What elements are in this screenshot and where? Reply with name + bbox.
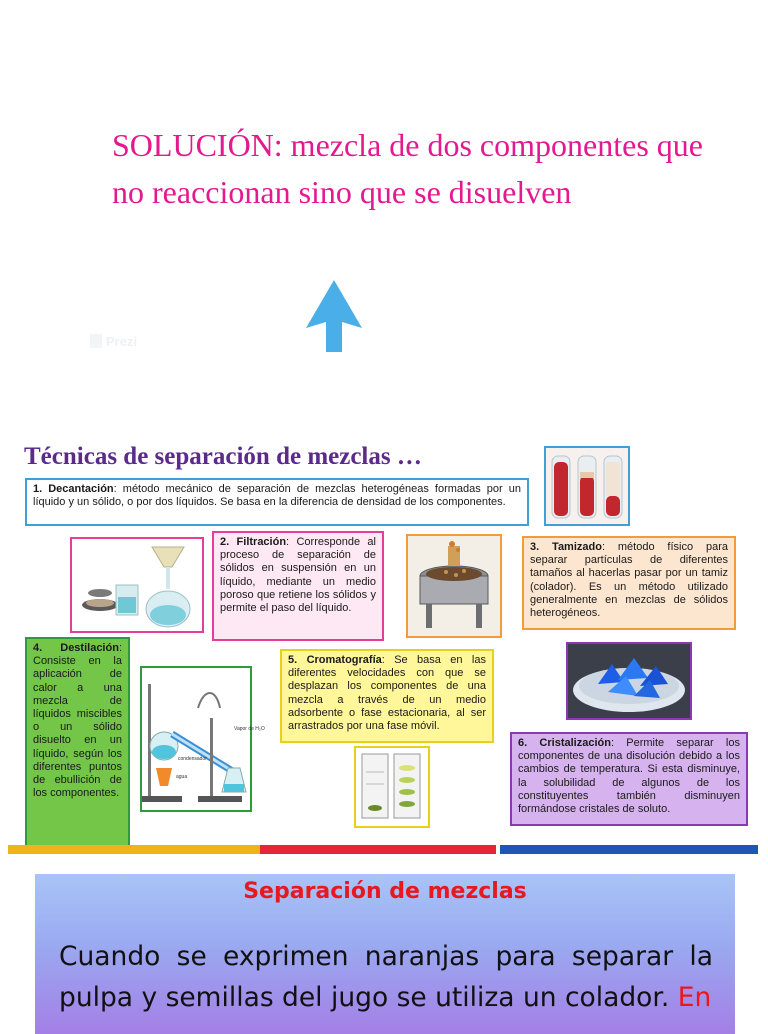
destilacion-box (25, 637, 130, 850)
color-stripes (8, 845, 758, 854)
sieve-image (406, 534, 502, 638)
tamizado-text: : método físico para separar partículas de diferentes tamaños al hacerlas pasar por un tamiz (colador). Es un método utilizado generalmente en mezclas de sólidos heterogéneos. (530, 541, 728, 620)
condensador-label: condensador (178, 756, 207, 762)
cromatografia-box (280, 649, 494, 743)
separacion-slide (35, 874, 735, 1034)
filtracion-label: 2. Filtración (220, 536, 287, 548)
cromatografia-text: : Se basa en las diferentes velocidades con que se desplazan los componentes de una mezcla a través de un medio adsorbente o fase estacionaria, al ser arrastrados por una fase móvil. (288, 654, 486, 733)
up-arrow-icon (302, 278, 366, 354)
filtracion-box (212, 531, 384, 641)
agua-label: agua (176, 774, 188, 780)
separacion-text-red: En (677, 982, 712, 1013)
destilacion-text: : Consiste en la aplicación de calor a una mezcla de líquidos miscibles o un sólido disuelto en un líquido, según los diferentes puntos de ebullición de los componentes. (33, 642, 122, 800)
cristalizacion-label: 6. Cristalización (518, 737, 611, 749)
decantacion-text: : método mecánico de separación de mezclas heterogéneas formadas por un líquido y un sólido, o por dos líquidos. Se basa en la diferencia de densidad de los componentes. (33, 483, 522, 509)
cromatografia-label: 5. Cromatografía (288, 654, 382, 666)
decantacion-label: 1. Decantación (33, 483, 114, 495)
svg-text:Prezi: Prezi (106, 334, 138, 349)
separacion-text-main: Cuando se exprimen naranjas para separar la pulpa y semillas del jugo se utiliza un colador. (59, 941, 713, 1013)
separacion-text (59, 936, 713, 1018)
decantacion-box (25, 478, 529, 526)
crystallization-image (566, 642, 692, 720)
vapor-label: Vapor de H₂O (234, 726, 265, 732)
filtration-image (70, 537, 204, 633)
test-tubes-image (544, 446, 630, 526)
tamizado-label: 3. Tamizado (530, 541, 602, 553)
separation-techniques-slide (8, 440, 758, 858)
slide-title: Técnicas de separación de mezclas … (24, 443, 422, 470)
cristalizacion-box (510, 732, 748, 826)
destilacion-label: 4. Destilación (33, 642, 119, 654)
separacion-title: Separación de mezclas (243, 879, 527, 904)
tamizado-box (522, 536, 736, 630)
chromatography-image (354, 746, 430, 828)
filtracion-text: : Corresponde al proceso de separación de sólidos en suspensión en un líquido, mediante un medio poroso que retiene los sólidos y permite el paso del líquido. (220, 536, 376, 615)
solucion-definition: SOLUCIÓN: mezcla de dos componentes que no reaccionan sino que se disuelven (112, 127, 703, 210)
prezi-watermark (88, 330, 178, 352)
distillation-image (140, 666, 265, 812)
cristalizacion-text: : Permite separar los componentes de una disolución debido a los cambios de temperatura. Si esta disminuye, la solubilidad de algunos de los constituyentes también disminuyen formándose cristales de soluto. (518, 737, 740, 816)
